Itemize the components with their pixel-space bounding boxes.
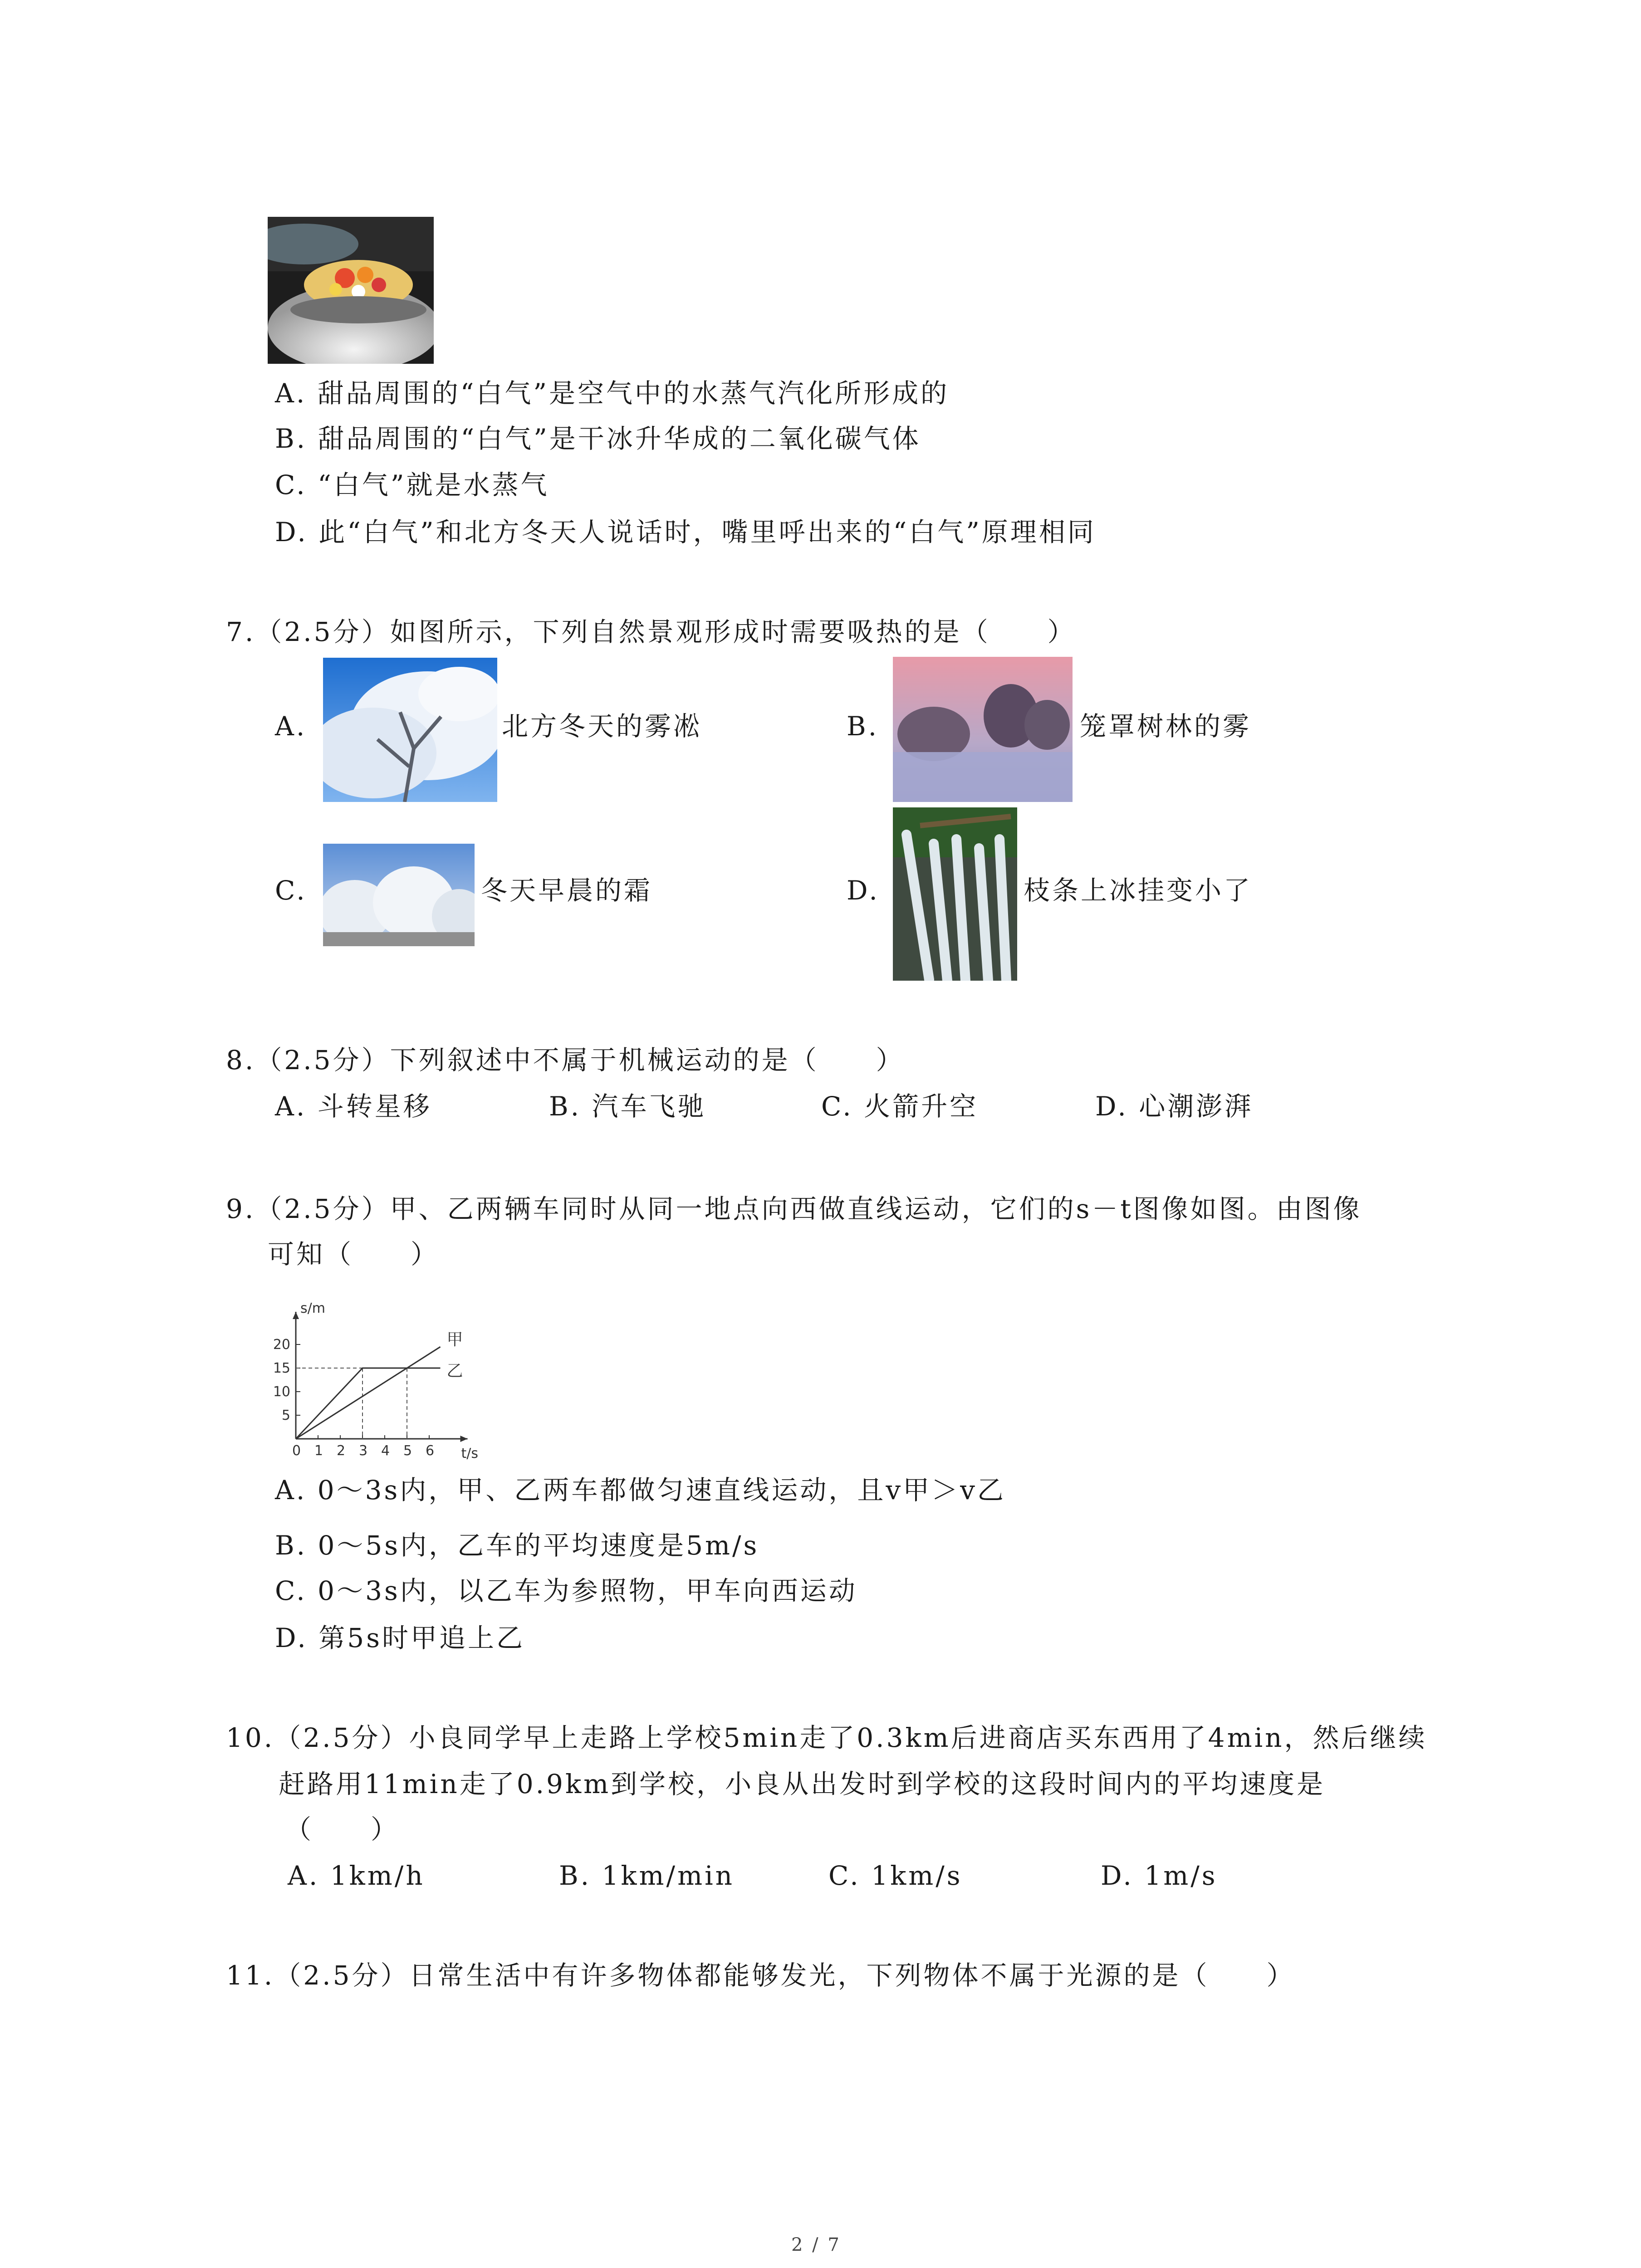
q10-option-d: D. 1m/s bbox=[1101, 1860, 1218, 1891]
x-tick-label: 2 bbox=[337, 1443, 346, 1459]
q6-option-c: C. “白气”就是水蒸气 bbox=[275, 469, 549, 500]
q8-option-c: C. 火箭升空 bbox=[821, 1091, 979, 1122]
q9-option-a: A. 0～3s内，甲、乙两车都做匀速直线运动，且v甲＞v乙 bbox=[275, 1475, 1006, 1505]
frost-trees-image bbox=[323, 844, 475, 946]
q8-stem: 8.（2.5分）下列叙述中不属于机械运动的是（ ） bbox=[226, 1045, 905, 1075]
q6-option-a: A. 甜品周围的“白气”是空气中的水蒸气汽化所形成的 bbox=[275, 378, 950, 409]
q8-option-d: D. 心潮澎湃 bbox=[1095, 1091, 1254, 1122]
rime-tree-image bbox=[323, 658, 497, 802]
q9-option-c: C. 0～3s内，以乙车为参照物，甲车向西运动 bbox=[275, 1575, 857, 1606]
q11-stem: 11.（2.5分）日常生活中有许多物体都能够发光，下列物体不属于光源的是（ ） bbox=[226, 1960, 1295, 1991]
y-tick-label: 15 bbox=[273, 1360, 290, 1376]
q7-option-c-text: 冬天早晨的霜 bbox=[481, 875, 653, 906]
q9-stem-line1: 9.（2.5分）甲、乙两辆车同时从同一地点向西做直线运动，它们的s－t图像如图。由图像 bbox=[226, 1193, 1362, 1224]
st-graph bbox=[263, 1275, 517, 1465]
q9-option-d: D. 第5s时甲追上乙 bbox=[275, 1623, 525, 1653]
x-tick-label: 0 bbox=[292, 1443, 301, 1459]
x-tick-label: 1 bbox=[314, 1443, 323, 1459]
x-tick-label: 6 bbox=[426, 1443, 435, 1459]
y-axis-label: s/m bbox=[300, 1300, 325, 1316]
x-tick-label: 5 bbox=[403, 1443, 412, 1459]
q8-option-a: A. 斗转星移 bbox=[275, 1091, 432, 1122]
q7-stem: 7.（2.5分）如图所示，下列自然景观形成时需要吸热的是（ ） bbox=[226, 616, 1076, 647]
q7-option-a-text: 北方冬天的雾凇 bbox=[502, 711, 702, 742]
q9-option-b: B. 0～5s内，乙车的平均速度是5m/s bbox=[275, 1530, 759, 1561]
icicle-branch-image bbox=[893, 807, 1017, 981]
q10-stem-line2: 赶路用11min走了0.9km到学校，小良从出发时到学校的这段时间内的平均速度是 bbox=[279, 1769, 1326, 1799]
q6-option-d: D. 此“白气”和北方冬天人说话时，嘴里呼出来的“白气”原理相同 bbox=[275, 517, 1096, 547]
series-label-0: 甲 bbox=[446, 1330, 463, 1349]
series-line-0 bbox=[296, 1347, 441, 1439]
dessert-dry-ice-image bbox=[268, 217, 434, 364]
y-tick-label: 20 bbox=[273, 1337, 290, 1353]
q10-option-b: B. 1km/min bbox=[559, 1860, 735, 1891]
q10-stem-line1: 10.（2.5分）小良同学早上走路上学校5min走了0.3km后进商店买东西用了4min，然后继续 bbox=[226, 1722, 1427, 1753]
y-tick-label: 5 bbox=[281, 1408, 290, 1423]
q7-option-d-text: 枝条上冰挂变小了 bbox=[1024, 875, 1253, 906]
q10-option-a: A. 1km/h bbox=[288, 1860, 425, 1891]
q7-option-b-text: 笼罩树林的雾 bbox=[1080, 711, 1252, 742]
q10-stem-line3: （ ） bbox=[285, 1814, 400, 1845]
x-tick-label: 3 bbox=[359, 1443, 368, 1459]
q7-option-a-letter: A. bbox=[275, 711, 307, 742]
fog-forest-image bbox=[893, 657, 1073, 802]
page-number: 2 / 7 bbox=[791, 2234, 841, 2255]
x-tick-label: 4 bbox=[381, 1443, 390, 1459]
y-axis-arrow bbox=[293, 1312, 299, 1319]
series-line-1 bbox=[296, 1368, 441, 1439]
y-tick-label: 10 bbox=[273, 1384, 290, 1400]
q10-option-c: C. 1km/s bbox=[828, 1860, 963, 1891]
q7-option-b-letter: B. bbox=[847, 711, 879, 742]
q9-stem-line2: 可知（ ） bbox=[268, 1239, 440, 1270]
x-axis-arrow bbox=[460, 1436, 468, 1442]
q7-option-c-letter: C. bbox=[275, 875, 307, 906]
q6-option-b: B. 甜品周围的“白气”是干冰升华成的二氧化碳气体 bbox=[275, 423, 921, 454]
q8-option-b: B. 汽车飞驰 bbox=[549, 1091, 706, 1122]
x-axis-label: t/s bbox=[461, 1446, 478, 1461]
series-label-1: 乙 bbox=[446, 1362, 463, 1380]
q7-option-d-letter: D. bbox=[847, 875, 880, 906]
